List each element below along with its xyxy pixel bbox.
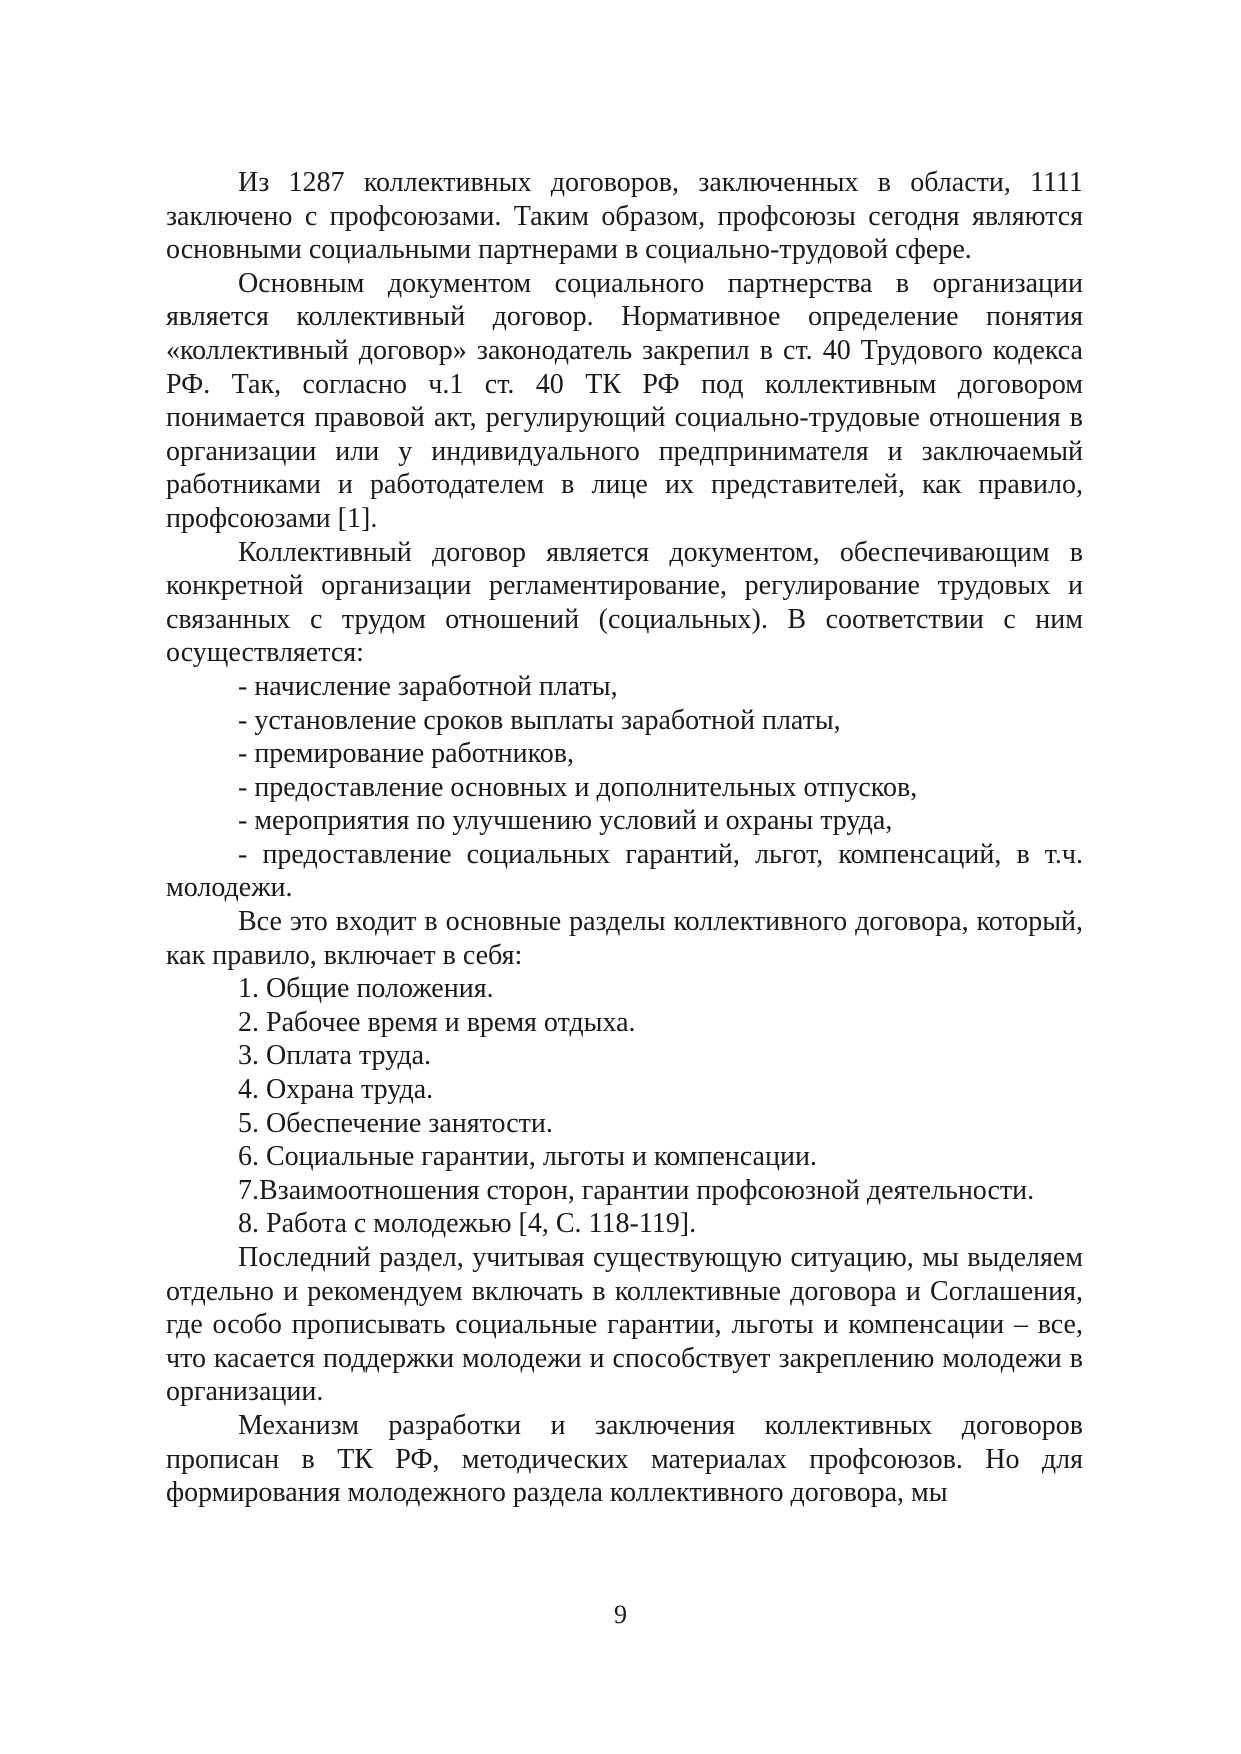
bullet-item: - премирование работников, bbox=[238, 738, 575, 770]
bullet-item: - предоставление основных и дополнительных отпусков, bbox=[238, 771, 918, 803]
section-item: 5. Обеспечение занятости. bbox=[238, 1107, 553, 1139]
section-item: 8. Работа с молодежью [4, С. 118-119]. bbox=[238, 1208, 697, 1240]
paragraph-purpose: Коллективный договор является документом, обеспечивающим в конкретной организации регламентирование, регулирование трудовых и связанных с трудом отношений (социальных). В соответствии с ним осуществляется: bbox=[166, 536, 1083, 669]
section-item: 1. Общие положения. bbox=[238, 973, 494, 1005]
bullet-item: - предоставление социальных гарантий, льгот, компенсаций, в т.ч. молодежи. bbox=[166, 838, 1083, 904]
bullet-item: - начисление заработной платы, bbox=[238, 670, 618, 702]
paragraph-sections-intro: Все это входит в основные разделы коллективного договора, который, как правило, включает в себя: bbox=[166, 906, 1083, 971]
bullet-item: - мероприятия по улучшению условий и охраны труда, bbox=[238, 805, 893, 837]
section-item: 2. Рабочее время и время отдыха. bbox=[238, 1006, 636, 1038]
paragraph-statistics: Из 1287 коллективных договоров, заключенных в области, 1111 заключено с профсоюзами. Таким образом, профсоюзы сегодня являются основными социальными партнерами в социально-трудовой сфере. bbox=[166, 167, 1083, 266]
paragraph-mechanism: Механизм разработки и заключения коллективных договоров прописан в ТК РФ, методических материалах профсоюзов. Но для формирования молодежного раздела коллективного договора, мы bbox=[166, 1409, 1083, 1509]
paragraph-definition: Основным документом социального партнерства в организации является коллективный договор. Нормативное определение понятия «коллективный договор» законодатель закрепил в ст. 40 Трудового кодекса РФ. Так, согласно ч.1 ст. 40 ТК РФ под коллективным договором понимается правовой акт, регулирующий социально-трудовые отношения в организации или у индивидуального предпринимателя и заключаемый работниками и работодателем в лице их представителей, как правило, профсоюзами [1]. bbox=[166, 267, 1083, 534]
page-number: 9 bbox=[614, 1600, 627, 1629]
section-item: 6. Социальные гарантии, льготы и компенсации. bbox=[238, 1141, 817, 1173]
body-text bbox=[166, 166, 1083, 1510]
bullet-item: - установление сроков выплаты заработной платы, bbox=[238, 704, 841, 736]
section-item: 4. Охрана труда. bbox=[238, 1074, 434, 1106]
paragraph-youth-section: Последний раздел, учитывая существующую ситуацию, мы выделяем отдельно и рекомендуем включать в коллективные договора и Соглашения, где особо прописывать социальные гарантии, льготы и компенсации – все, что касается поддержки молодежи и способствует закреплению молодежи в организации. bbox=[166, 1242, 1083, 1408]
section-item: 3. Оплата труда. bbox=[238, 1040, 432, 1072]
section-item: 7.Взаимоотношения сторон, гарантии профсоюзной деятельности. bbox=[238, 1174, 1035, 1206]
